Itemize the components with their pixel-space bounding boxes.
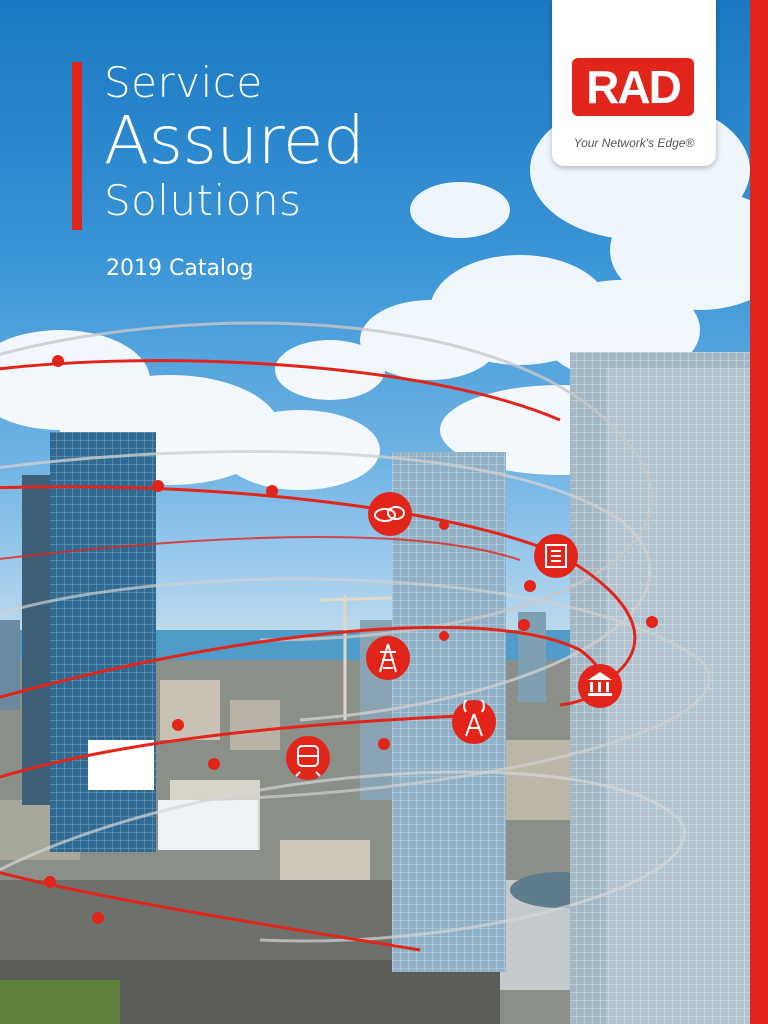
title-line-service: Service xyxy=(104,58,263,107)
bank-icon xyxy=(578,664,622,708)
cloud-network-icon xyxy=(368,492,412,536)
logo-tagline: Your Network's Edge® xyxy=(573,136,695,150)
right-edge-stripe xyxy=(750,0,768,1024)
power-tower-icon xyxy=(366,636,410,680)
title-line-assured: Assured xyxy=(104,102,365,179)
title-accent-bar xyxy=(72,62,82,230)
catalog-year: 2019 Catalog xyxy=(106,256,254,281)
rad-logo xyxy=(572,58,694,116)
rad-wordmark: RAD xyxy=(586,61,680,113)
cover-title xyxy=(104,60,364,226)
train-icon xyxy=(286,736,330,780)
building-icon xyxy=(534,534,578,578)
cell-tower-icon xyxy=(452,700,496,744)
rad-logo-card xyxy=(552,0,716,166)
title-line-solutions: Solutions xyxy=(104,176,302,225)
